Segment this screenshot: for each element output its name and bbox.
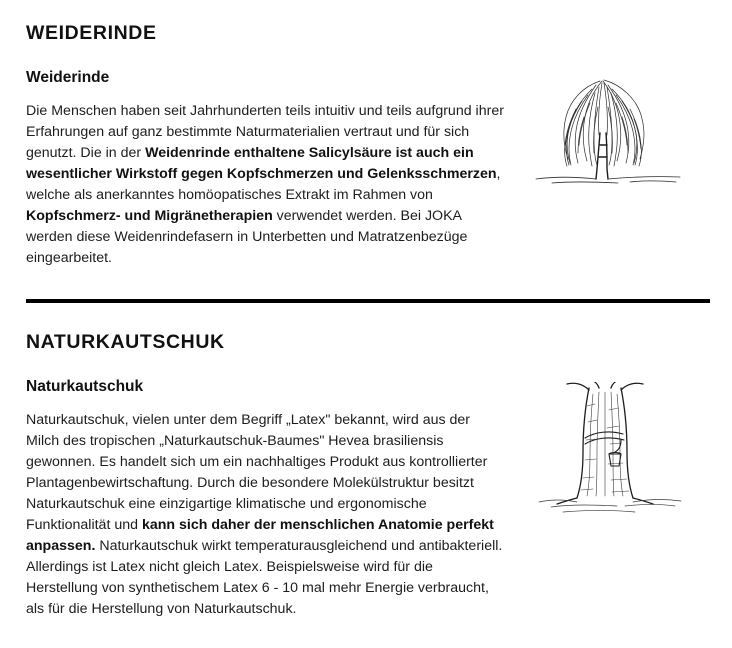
section-weiderinde	[0, 0, 732, 269]
section-text-column	[26, 378, 506, 620]
illustration-container-rubber-tree	[506, 378, 708, 517]
illustration-container-willow	[506, 69, 708, 193]
willow-tree-sketch	[512, 73, 702, 193]
section-subheading: Weiderinde	[26, 69, 110, 86]
section-heading: NATURKAUTSCHUK	[26, 331, 225, 353]
rubber-tree-sketch	[517, 382, 697, 517]
section-paragraph: Die Menschen haben seit Jahrhunderten teils intuitiv und teils aufgrund ihrer Erfahrungen auf ganz bestimmte Naturmaterialien vertraut und für sich genutzt. Die in der Weidenrinde enthaltene Salicylsäure ist auch ein wesentlicher Wirkstoff gegen Kopfschmerzen und Gelenksschmerzen, welche als anerkanntes homöopatisches Extrakt im Rahmen von Kopfschmerz- und Migränetherapien verwendet werden. Bei JOKA werden diese Weidenrindefasern in Unterbetten und Matratzenbezüge eingearbeitet.	[26, 103, 504, 266]
section-paragraph: Naturkautschuk, vielen unter dem Begriff „Latex" bekannt, wird aus der Milch des tropischen „Naturkautschuk-Baumes" Hevea brasiliensis gewonnen. Es handelt sich um ein nachhaltiges Produkt aus kontrollierter Plantagenbewirtschaftung. Durch die besondere Molekülstruktur besitzt Naturkautschuk eine einzigartige klimatische und ergonomische Funktionalität und kann sich daher der menschlichen Anatomie perfekt anpassen. Naturkautschuk wirkt temperaturausgleichend und antibakteriell. Allerdings ist Latex nicht gleich Latex. Beispielsweise wird für die Herstellung von synthetischem Latex 6 - 10 mal mehr Energie verbraucht, als für die Herstellung von Naturkautschuk.	[26, 412, 503, 617]
section-text-column	[26, 69, 506, 269]
section-subheading: Naturkautschuk	[26, 378, 144, 395]
section-naturkautschuk	[0, 303, 732, 620]
section-heading: WEIDERINDE	[26, 22, 157, 44]
